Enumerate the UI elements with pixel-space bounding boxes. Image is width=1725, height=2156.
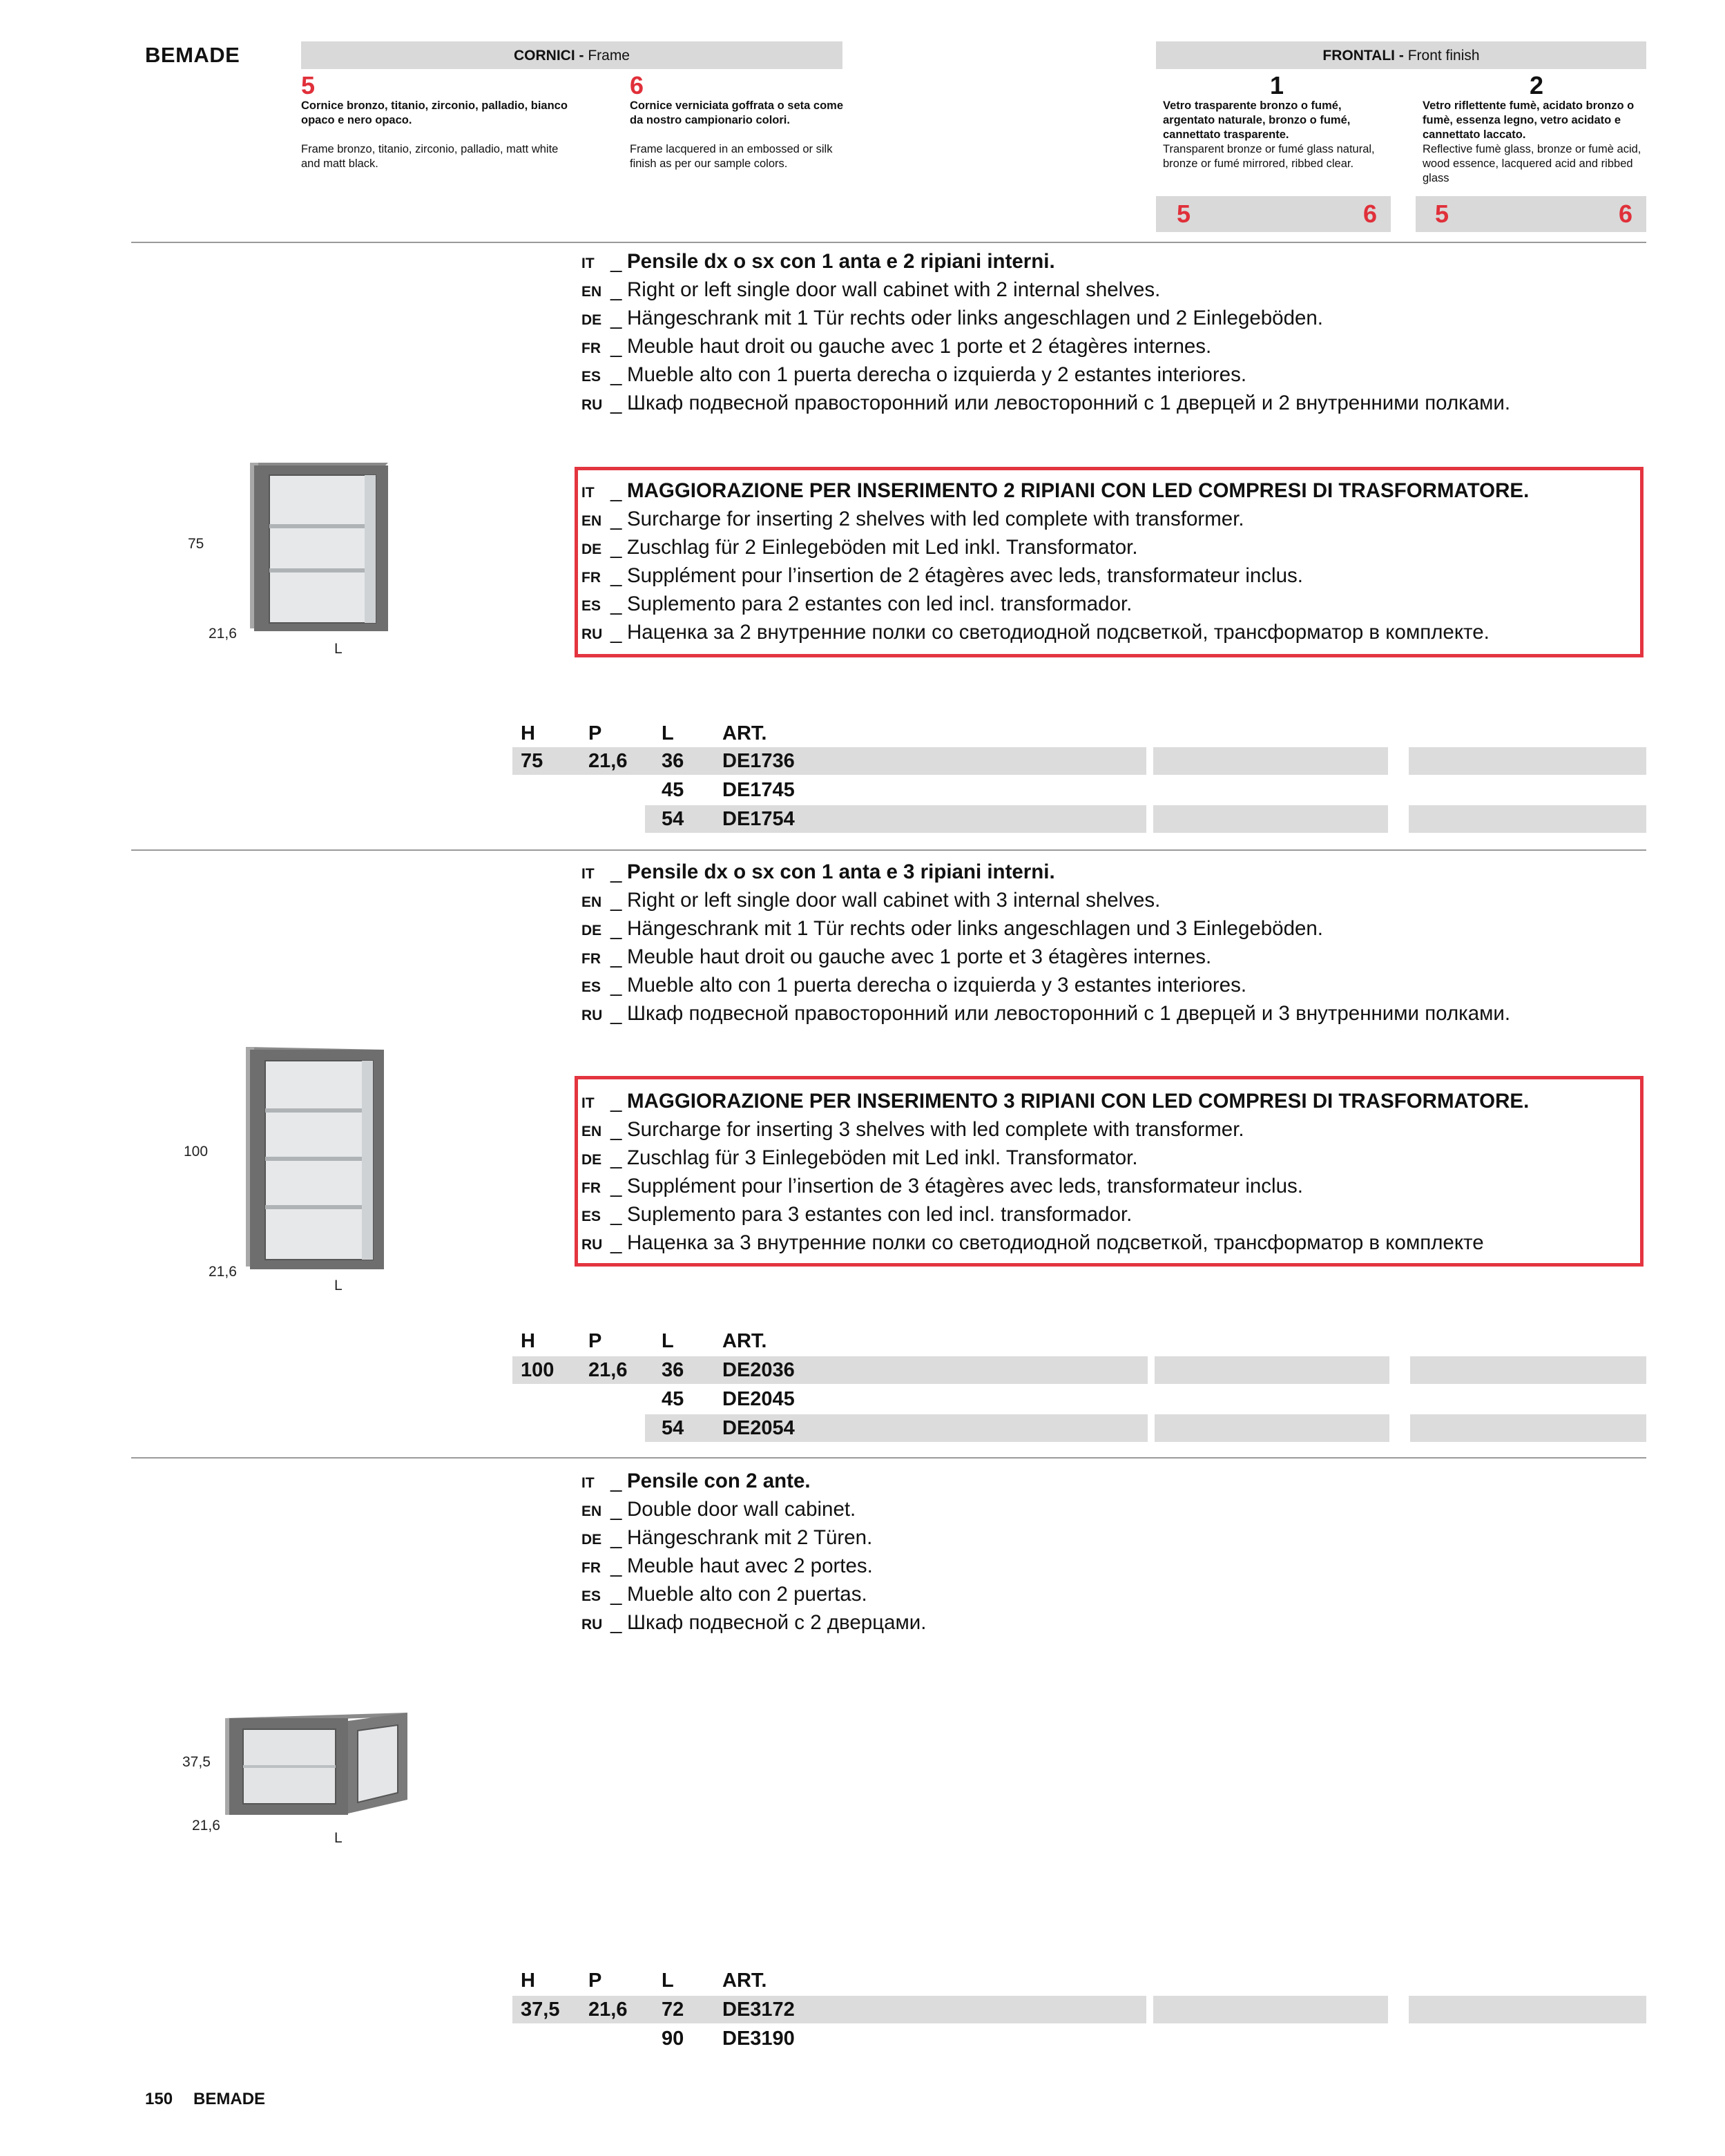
cell-l: 36 [662,750,684,772]
lang-text: Meuble haut droit ou gauche avec 1 porte et 3 étagères internes. [627,945,1212,968]
col-p: P [588,1330,602,1352]
dim-width: L [334,641,343,657]
col-p: P [588,722,602,744]
lang-text: MAGGIORAZIONE PER INSERIMENTO 3 RIPIANI CON LED COMPRESI DI TRASFORMATORE. [627,1090,1530,1113]
section-divider [131,849,1646,851]
frame-option-code: 6 [630,71,644,99]
front-2-swatches [1416,196,1646,232]
lang-code: IT [581,866,595,882]
front-option-code: 2 [1529,71,1544,99]
lang-code: EN [581,284,602,300]
lang-code: RU [581,397,603,413]
lang-text: Meuble haut droit ou gauche avec 1 porte et 2 étagères internes. [627,335,1212,358]
frame-option-en: Frame bronzo, titanio, zirconio, palladio, matt white and matt black. [301,143,559,170]
lang-code: IT [581,256,595,271]
col-art: ART. [722,1970,767,1992]
row-bg [1409,1996,1646,2023]
lang-text: Pensile con 2 ante. [627,1470,811,1492]
row-bg [1153,747,1388,775]
table-row [521,747,866,776]
table-row [521,776,866,805]
lang-text: Шкаф подвесной правосторонний или левосторонний с 1 дверцей и 3 внутренними полками. [627,1002,1511,1025]
swatch-code: 6 [1362,200,1377,228]
lang-text: Supplément pour l’insertion de 3 étagères avec leds, transformateur inclus. [627,1175,1303,1197]
price-table-header [521,1330,866,1354]
col-h: H [521,1970,535,1992]
lang-text: Surcharge for inserting 2 shelves with led complete with transformer. [627,508,1244,530]
front-option-en: Transparent bronze or fumé glass natural, bronze or fumé mirrored, ribbed clear. [1163,143,1375,170]
row-bg [1153,805,1388,833]
lang-text: Right or left single door wall cabinet with 2 internal shelves. [627,278,1161,301]
section-divider [131,242,1646,243]
lang-text: Supplément pour l’insertion de 2 étagères avec leds, transformateur inclus. [627,564,1303,587]
col-p: P [588,1970,602,1992]
cell-p: 21,6 [588,750,628,772]
front-option-it: Vetro trasparente bronzo o fumé, argentato naturale, bronzo o fumé, cannettato trasparente. [1163,99,1351,141]
page-number: 150 [145,2090,173,2108]
lang-code: EN [581,1124,602,1139]
lang-text: Шкаф подвесной с 2 дверцами. [627,1611,927,1634]
lang-code: RU [581,1237,603,1253]
lang-code: FR [581,1560,601,1576]
lang-code: EN [581,1503,602,1519]
lang-text: Double door wall cabinet. [627,1498,856,1521]
col-l: L [662,1970,674,1992]
lang-code: FR [581,1180,601,1196]
table-row [521,1356,866,1385]
lang-code: IT [581,1095,595,1111]
lang-code: IT [581,1475,595,1491]
lang-text: Hängeschrank mit 1 Tür rechts oder links angeschlagen und 2 Einlegeböden. [627,307,1323,329]
cell-l: 45 [662,779,684,801]
footer-brand: BEMADE [193,2090,266,2108]
table-row [521,2024,866,2053]
lang-code: EN [581,894,602,910]
row-bg [1409,747,1646,775]
swatch-code: 5 [1435,200,1449,228]
dim-depth: 21,6 [209,626,237,642]
row-bg [1410,1414,1646,1442]
lang-code: IT [581,485,595,501]
lang-text: Zuschlag für 3 Einlegeböden mit Led inkl. Transformator. [627,1146,1138,1169]
lang-code: DE [581,312,602,328]
lang-text: Шкаф подвесной правосторонний или левосторонний с 1 дверцей и 2 внутренними полками. [627,392,1511,414]
cabinet-double-door-image [220,1711,413,1819]
cell-art: DE1736 [722,750,795,772]
row-bg [1155,1414,1389,1442]
frame-option-code: 5 [301,71,316,99]
cell-l: 36 [662,1359,684,1381]
cell-art: DE2054 [722,1417,795,1439]
cell-l: 54 [662,808,684,830]
cell-art: DE3172 [722,1999,795,2021]
cell-l: 45 [662,1388,684,1410]
lang-code: ES [581,598,601,614]
dim-width: L [334,1278,343,1293]
dim-depth: 21,6 [192,1818,220,1833]
frames-header-light: Frame [588,48,630,64]
row-bg [1409,805,1646,833]
lang-text: Mueble alto con 1 puerta derecha o izquierda y 2 estantes interiores. [627,363,1247,386]
lang-code: DE [581,923,602,939]
lang-code: RU [581,1617,603,1633]
fronts-header-bold: FRONTALI - [1322,48,1408,64]
lang-text: Mueble alto con 1 puerta derecha o izquierda y 3 estantes interiores. [627,974,1247,997]
frame-option-it: Cornice verniciata goffrata o seta come da nostro campionario colori. [630,99,844,126]
front-option-1 [1163,99,1377,171]
lang-code: FR [581,340,601,356]
cell-art: DE1754 [722,808,795,830]
lang-text: Pensile dx o sx con 1 anta e 2 ripiani interni. [627,250,1055,273]
lang-code: DE [581,1152,602,1168]
row-bg [1153,1996,1388,2023]
frame-option-6 [630,99,851,171]
frame-option-5 [301,99,577,171]
row-bg [1155,1356,1389,1384]
lang-code: ES [581,1209,601,1224]
front-option-en: Reflective fumè glass, bronze or fumè acid, wood essence, lacquered acid and ribbed glass [1423,143,1641,184]
lang-text: Hängeschrank mit 2 Türen. [627,1526,873,1549]
lang-text: Zuschlag für 2 Einlegeböden mit Led inkl. Transformator. [627,536,1138,559]
dim-depth: 21,6 [209,1264,237,1280]
cell-h: 75 [521,750,543,772]
col-h: H [521,1330,535,1352]
dim-height: 37,5 [182,1754,211,1770]
lang-text: Hängeschrank mit 1 Tür rechts oder links angeschlagen und 3 Einlegeböden. [627,917,1323,940]
lang-text: Pensile dx o sx con 1 anta e 3 ripiani interni. [627,860,1055,883]
lang-text: Наценка за 3 внутренние полки со светодиодной подсветкой, трансформатор в комплекте [627,1231,1484,1254]
frame-option-it: Cornice bronzo, titanio, zirconio, palladio, bianco opaco e nero opaco. [301,99,568,126]
dim-height: 100 [184,1144,209,1159]
lang-code: ES [581,369,601,385]
cell-l: 90 [662,2028,684,2050]
cell-h: 100 [521,1359,555,1381]
frames-header-bold: CORNICI - [513,48,588,64]
cell-l: 54 [662,1417,684,1439]
price-table-header [521,1970,866,1993]
lang-code: DE [581,1532,602,1548]
fronts-header [1156,41,1646,69]
front-option-code: 1 [1269,71,1284,99]
cell-art: DE1745 [722,779,795,801]
lang-text: Suplemento para 3 estantes con led incl. transformador. [627,1203,1133,1226]
swatch-code: 6 [1618,200,1632,228]
lang-text: Suplemento para 2 estantes con led incl. transformador. [627,593,1133,615]
swatch-code: 5 [1177,200,1191,228]
lang-code: ES [581,979,601,995]
cell-p: 21,6 [588,1359,628,1381]
row-bg [1410,1356,1646,1384]
fronts-header-light: Front finish [1407,48,1480,64]
table-row [521,1414,866,1443]
dim-width: L [334,1830,343,1846]
cell-p: 21,6 [588,1999,628,2021]
table-row [521,805,866,834]
col-h: H [521,722,535,744]
col-art: ART. [722,722,767,744]
page-footer [145,2090,286,2109]
brand-title: BEMADE [145,43,240,67]
cell-art: DE2036 [722,1359,795,1381]
cabinet-single-door-image [242,460,394,639]
price-table-header [521,722,866,746]
section-divider [131,1457,1646,1459]
front-option-it: Vetro riflettente fumè, acidato bronzo o fumè, essenza legno, vetro acidato e cannettato laccato. [1423,99,1635,141]
table-row [521,1385,866,1414]
cell-art: DE3190 [722,2028,795,2050]
lang-text: Наценка за 2 внутренние полки со светодиодной подсветкой, трансформатор в комплекте. [627,621,1490,644]
col-art: ART. [722,1330,767,1352]
cell-art: DE2045 [722,1388,795,1410]
cell-l: 72 [662,1999,684,2021]
lang-code: RU [581,1008,603,1023]
lang-code: RU [581,626,603,642]
col-l: L [662,722,674,744]
frame-option-en: Frame lacquered in an embossed or silk finish as per our sample colors. [630,143,833,170]
col-l: L [662,1330,674,1352]
front-1-swatches [1156,196,1391,232]
table-row [521,1995,866,2024]
cell-h: 37,5 [521,1999,560,2021]
lang-code: ES [581,1588,601,1604]
lang-code: FR [581,570,601,586]
lang-code: FR [581,951,601,967]
lang-text: Surcharge for inserting 3 shelves with led complete with transformer. [627,1118,1244,1141]
lang-text: Meuble haut avec 2 portes. [627,1555,873,1577]
lang-text: Right or left single door wall cabinet with 3 internal shelves. [627,889,1161,912]
lang-code: DE [581,541,602,557]
lang-text: Mueble alto con 2 puertas. [627,1583,867,1606]
front-option-2 [1423,99,1650,186]
cabinet-tall-single-door-image [239,1044,391,1272]
lang-code: EN [581,513,602,529]
frames-header [301,41,842,69]
dim-height: 75 [188,536,204,552]
lang-text: MAGGIORAZIONE PER INSERIMENTO 2 RIPIANI CON LED COMPRESI DI TRASFORMATORE. [627,479,1530,502]
